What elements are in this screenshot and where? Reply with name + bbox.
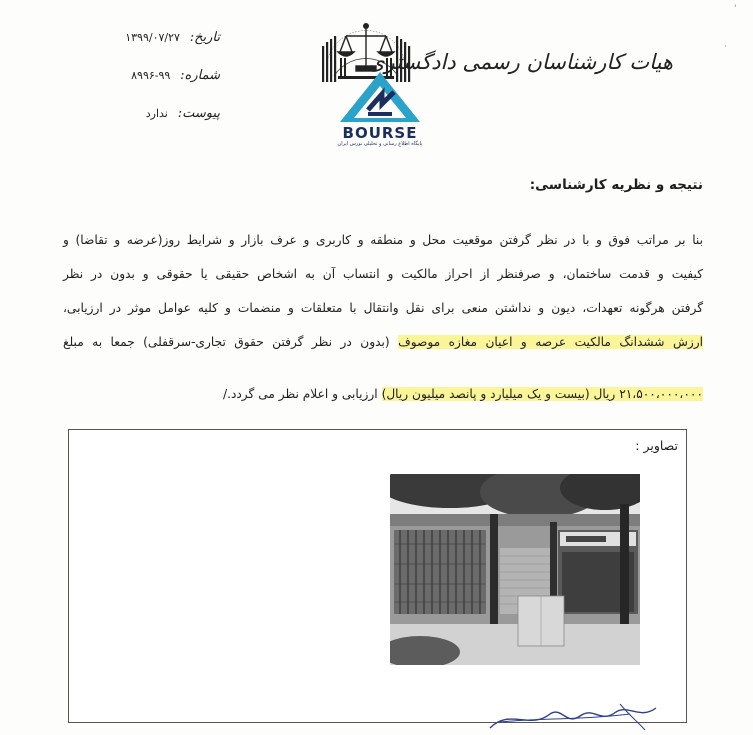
bourse-subtitle: پایگاه اطلاع رسانی و تحلیلی بورس ایران	[337, 141, 423, 147]
number-label: شماره:	[180, 68, 220, 83]
number-value: ۹۹-۸۹۹۶	[131, 69, 171, 82]
highlighted-valuation-amount: ۲۱،۵۰۰،۰۰۰،۰۰۰ ریال (بیست و یک میلیارد و پانصد میلیون ریال)	[381, 387, 703, 401]
highlighted-valuation-subject: ارزش ششدانگ مالکیت عرصه و اعیان مغازه موصوف	[398, 335, 703, 349]
signature-icon	[470, 700, 670, 735]
paragraph-line-3: گرفتن هرگونه تعهدات، دیون و نداشتن منعی برای نقل وانتقال با متعلقات و منضمات و کلیه عوامل موثر در ارزیابی،	[63, 301, 703, 315]
photos-label: تصاویر :	[635, 438, 678, 453]
paragraph-line-4	[63, 333, 703, 351]
date-row	[110, 30, 220, 45]
paragraph-line-2: کیفیت و قدمت ساختمان، و صرفنظر از احراز مالکیت و انتساب آن به اشخاص حقیقی یا حقوقی و بدون در نظر	[63, 267, 703, 281]
scan-mark: ·	[724, 42, 727, 52]
bourse-triangle-icon	[330, 70, 430, 126]
attachment-row	[110, 106, 220, 121]
date-label: تاریخ:	[189, 30, 220, 45]
storefront-photo	[390, 474, 640, 665]
number-row	[110, 68, 220, 83]
bourse-wordmark: BOURSE	[342, 124, 418, 142]
organization-title: هیات کارشناسان رسمی دادگستری	[368, 50, 673, 74]
attachment-value: ندارد	[145, 107, 168, 120]
paragraph-line-1: بنا بر مراتب فوق و با در نظر گرفتن موقعیت محل و منطقه و کاربری و عرف بازار و شرایط روز(عرضه و تقاضا) و	[63, 233, 703, 247]
photos-box	[68, 429, 687, 723]
paragraph-line-5	[223, 385, 703, 403]
paragraph-line-4-rest: (بدون در نظر گرفتن حقوق تجاری-سرقفلی) جمعا به مبلغ	[63, 335, 399, 349]
attachment-label: پیوست:	[177, 106, 220, 121]
paragraph-line-5-rest: ارزیابی و اعلام نظر می گردد./	[222, 387, 382, 401]
section-heading: نتیجه و نظریه کارشناسی:	[529, 177, 703, 193]
date-value: ۱۳۹۹/۰۷/۲۷	[125, 31, 180, 44]
bourse-logo	[330, 70, 430, 150]
scan-mark: '	[734, 4, 737, 14]
